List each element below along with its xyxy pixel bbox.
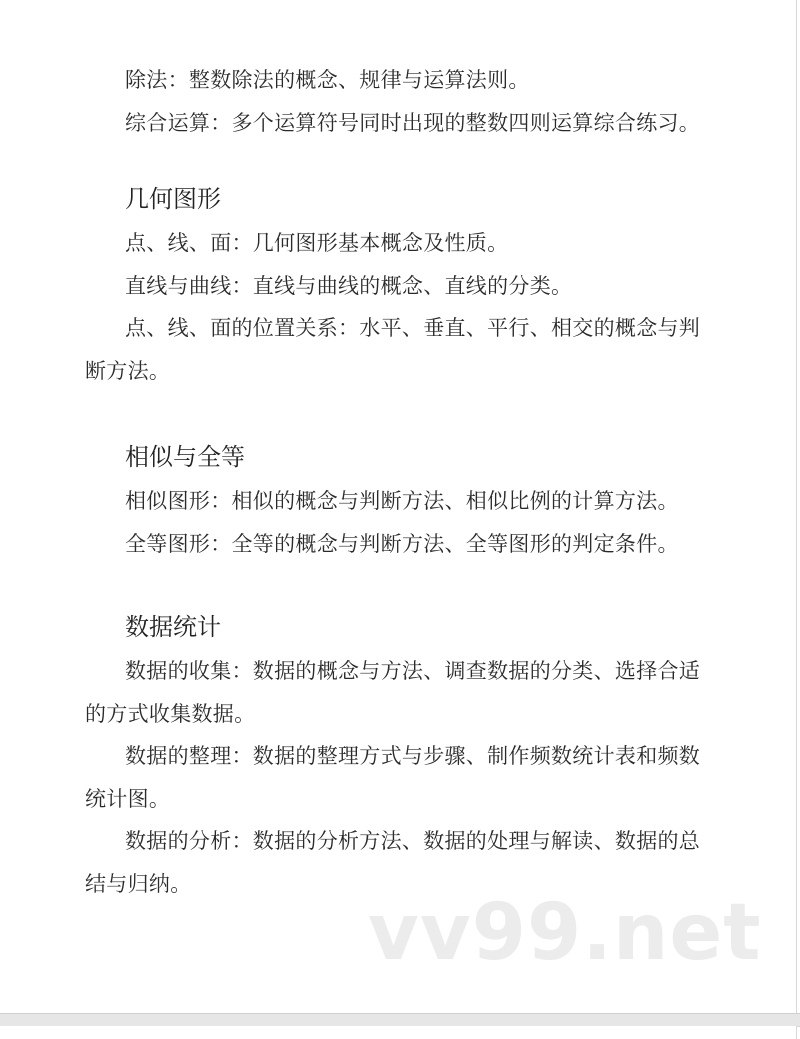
section-heading: 相似与全等	[125, 445, 245, 471]
page-separator	[0, 1013, 800, 1027]
paragraph: 点、线、面：几何图形基本概念及性质。	[125, 231, 509, 255]
paragraph: 数据的整理：数据的整理方式与步骤、制作频数统计表和频数统计图。	[85, 744, 701, 811]
paragraph: 数据的分析：数据的分析方法、数据的处理与解读、数据的总结与归纳。	[85, 829, 701, 896]
paragraph: 除法：整数除法的概念、规律与运算法则。	[125, 68, 530, 92]
next-page	[0, 1026, 797, 1039]
paragraph: 全等图形：全等的概念与判断方法、全等图形的判定条件。	[125, 531, 679, 556]
paragraph: 直线与曲线：直线与曲线的概念、直线的分类。	[125, 273, 573, 298]
paragraph: 数据的收集：数据的概念与方法、调查数据的分类、选择合适的方式收集数据。	[85, 659, 701, 726]
section-arithmetic	[85, 59, 705, 144]
paragraph: 综合运算：多个运算符号同时出现的整数四则运算综合练习。	[125, 110, 701, 135]
section-heading: 数据统计	[125, 615, 221, 641]
section-similarity	[85, 436, 705, 565]
watermark: vv99.net	[368, 888, 762, 978]
paragraph: 点、线、面的位置关系：水平、垂直、平行、相交的概念与判断方法。	[85, 316, 701, 383]
section-heading: 几何图形	[125, 187, 221, 213]
section-geometry	[85, 178, 705, 392]
paragraph: 相似图形：相似的概念与判断方法、相似比例的计算方法。	[125, 489, 679, 513]
section-statistics	[85, 606, 705, 905]
